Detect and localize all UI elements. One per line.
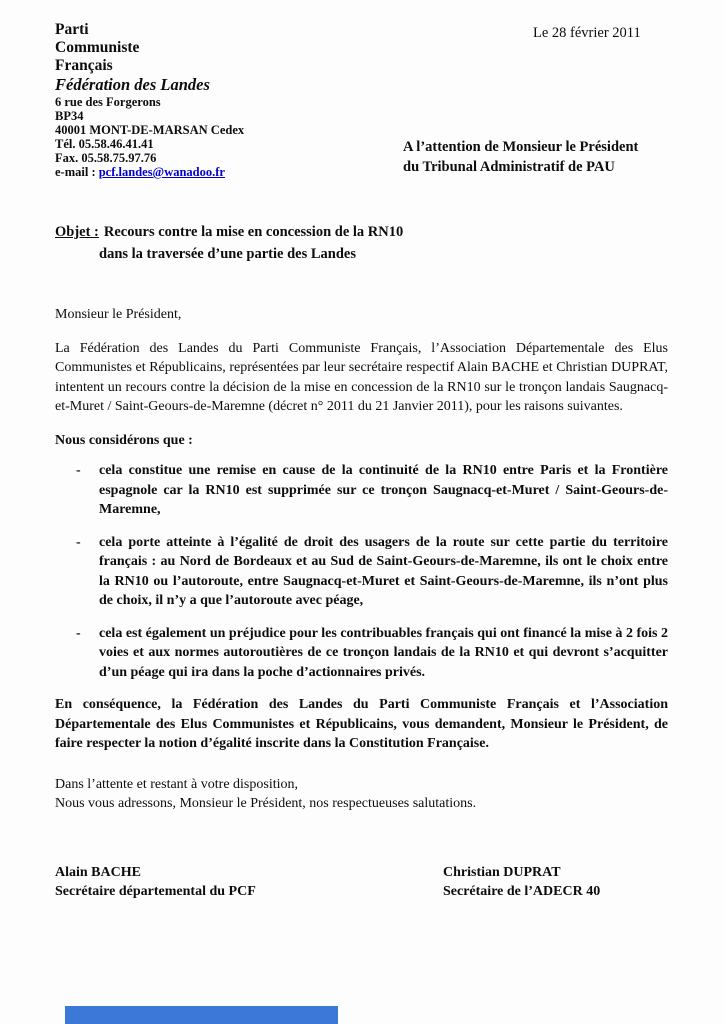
salutation: Monsieur le Président, [55, 307, 182, 322]
bullet-item-1 [55, 461, 668, 520]
bullet-text-1: cela constitue une remise en cause de la continuité de la RN10 entre Paris et la Frontière espagnole car la RN10 est supprimée sur ce tronçon Saugnacq-et-Muret / Saint-Geours-de-Maremne, [99, 463, 668, 517]
signatory-name: Alain BACHE [55, 865, 141, 880]
subject-text: Recours contre la mise en concession de la RN10 [103, 224, 404, 240]
email-line [55, 165, 244, 179]
signatory-title: Secrétaire de l’ADECR 40 [443, 884, 601, 899]
party-name-line2: Communiste [55, 39, 140, 56]
recipient-block [403, 138, 638, 177]
bullet-text-3: cela est également un préjudice pour les contribuables français qui ont financé la mise à 2 fois 2 voies et aux normes autoroutières de ce tronçon landais de la RN10 et qui devront s’acquitter d’un péage qui ira dans la poche d’actionnaires privés. [99, 625, 668, 680]
party-name-line3: Français [55, 57, 113, 74]
signature-left [55, 863, 256, 901]
bullet-dash-icon: - [76, 625, 81, 641]
subject-label: Objet : [55, 224, 99, 240]
footer-blue-bar [65, 1006, 338, 1024]
considerations-heading: Nous considérons que : [55, 432, 193, 448]
signatory-title: Secrétaire départemental du PCF [55, 884, 256, 899]
email-label: e-mail : [55, 165, 99, 179]
email-link[interactable]: pcf.landes@wanadoo.fr [98, 165, 225, 179]
bullet-dash-icon: - [76, 534, 81, 550]
date-text: Le 28 février 2011 [533, 25, 641, 41]
letter-body [55, 305, 668, 814]
bullet-text-2: cela porte atteinte à l’égalité de droit des usagers de la route sur cette partie du territoire français : au Nord de Bordeaux et au Sud de Saint-Geours-de-Maremne, ils ont le choix entre la RN10 ou l’autoroute, entre Saugnacq-et-Muret et Saint-Geours-de-Maremne, ils n’ont plus de choix, il n’y a que l’autoroute avec péage, [99, 534, 668, 608]
address-line-city: 40001 MONT-DE-MARSAN Cedex [55, 123, 245, 137]
conclusion-paragraph: En conséquence, la Fédération des Landes du Parti Communiste Français et l’Association Départementale des Elus Communistes et Républicains, vous demandent, Monsieur le Président, de faire respecter la notion d’égalité inscrite dans la Constitution Française. [55, 697, 668, 751]
address-line-street: 6 rue des Forgerons [55, 95, 161, 109]
subject-block [55, 222, 403, 265]
fax-line: Fax. 05.58.75.97.76 [55, 151, 157, 165]
phone-line: Tél. 05.58.46.41.41 [55, 137, 154, 151]
bullet-dash-icon: - [76, 463, 81, 478]
signatory-name: Christian DUPRAT [443, 865, 561, 880]
party-name-line1: Parti [55, 21, 89, 38]
address-line-bp: BP34 [55, 109, 84, 123]
recipient-line-2: du Tribunal Administratif de PAU [403, 158, 615, 175]
signature-right [443, 863, 600, 901]
subject-line-1 [55, 222, 403, 244]
recipient-line-1: A l’attention de Monsieur le Président [403, 139, 639, 155]
federation-name: Fédération des Landes [55, 75, 210, 94]
bullet-item-2 [55, 533, 668, 611]
bullet-item-3 [55, 624, 668, 683]
opening-paragraph: La Fédération des Landes du Parti Communiste Français, l’Association Départementale des Elus Communistes et Républicains, représentées par leur secrétaire respectif Alain BACHE et Christian DUPRAT, intentent un recours contre la décision de la mise en concession de la RN10 sur le tronçon landais Saugnacq-et-Muret / Saint-Geours-de-Maremne (décret n° 2011 du 21 Janvier 2011), pour les raisons suivantes. [55, 340, 668, 414]
sender-block [55, 21, 244, 179]
closing-line-1: Dans l’attente et restant à votre disposition, [55, 776, 298, 792]
subject-line-2: dans la traversée d’une partie des Landes [99, 245, 356, 262]
closing-line-2: Nous vous adressons, Monsieur le Président, nos respectueuses salutations. [55, 796, 477, 811]
closing-block [55, 775, 668, 814]
